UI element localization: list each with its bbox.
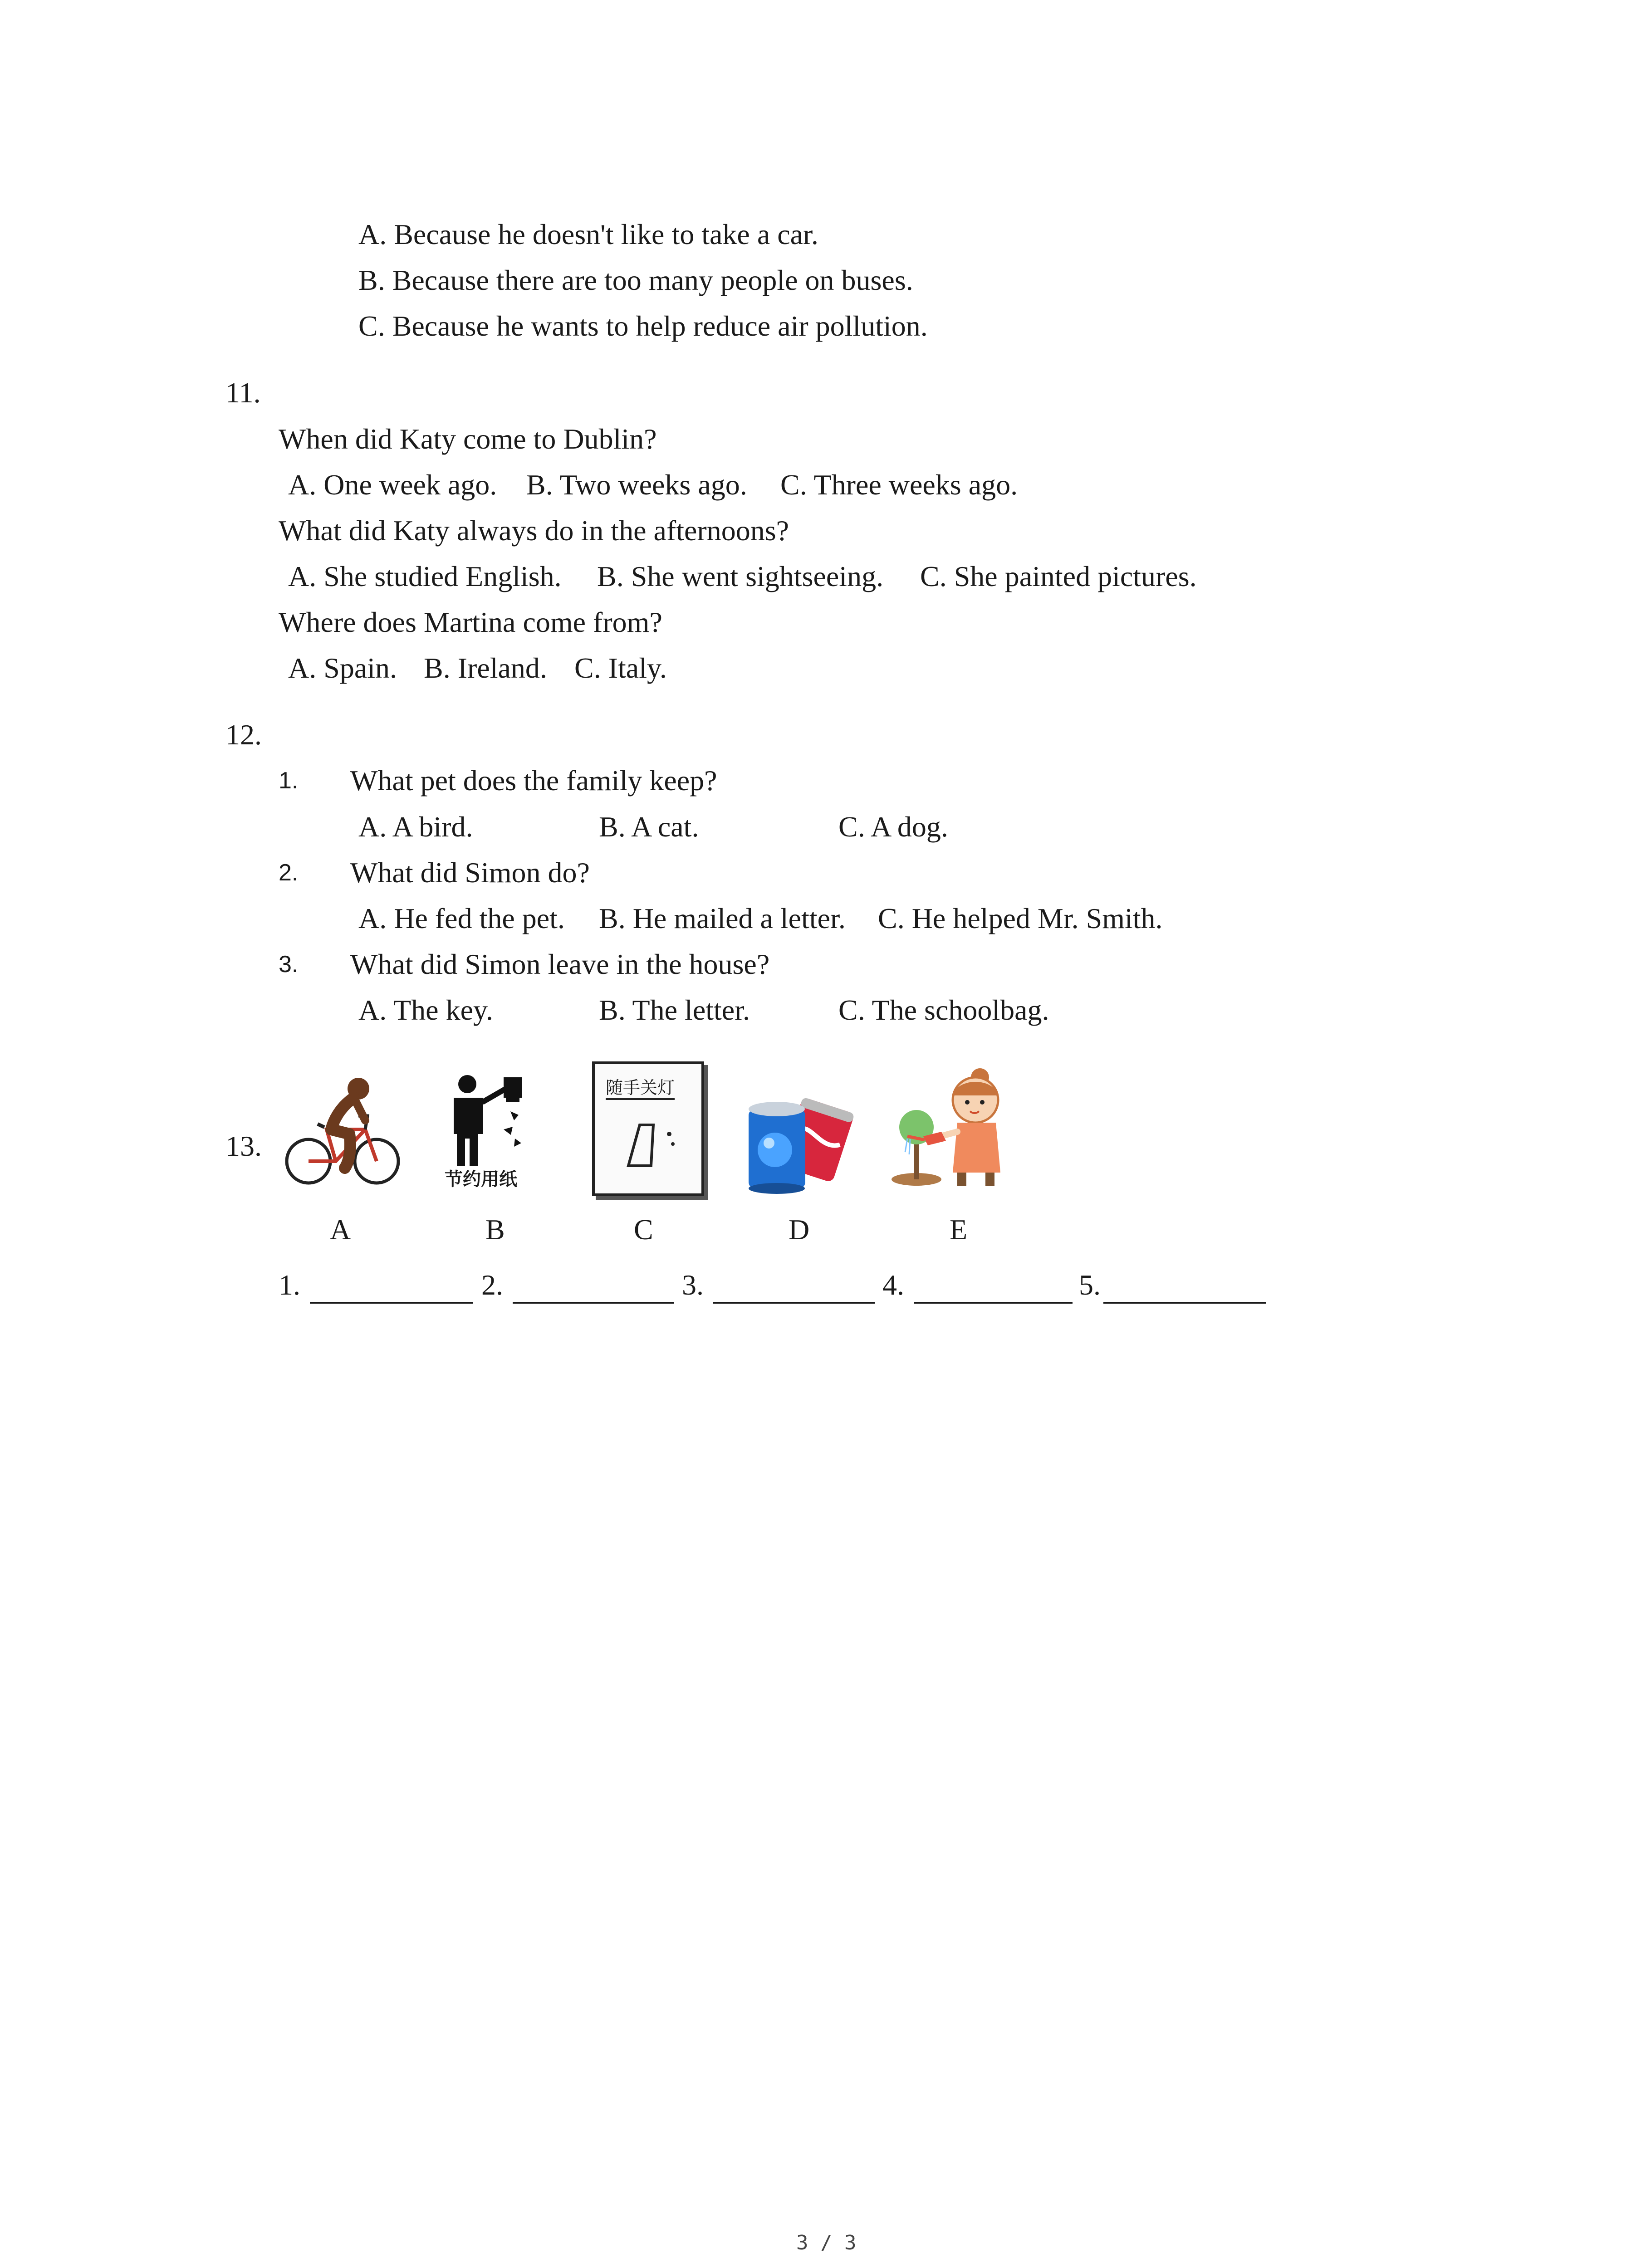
answer-blank-3[interactable] xyxy=(713,1270,875,1304)
answer-number-4: 4. xyxy=(882,1269,904,1301)
page-number: 3 / 3 xyxy=(796,2231,857,2254)
q12-q3-option-b: B. The letter. xyxy=(599,994,750,1026)
drink-cans-icon xyxy=(740,1086,857,1195)
q11-q1-option-b: B. Two weeks ago. xyxy=(526,469,747,501)
q11-question-1: When did Katy come to Dublin? xyxy=(279,423,657,455)
answer-blank-4[interactable] xyxy=(914,1270,1073,1304)
q12-sub-number-2: 2. xyxy=(279,860,299,886)
q11-q3-option-a: A. Spain. xyxy=(288,652,397,684)
q11-q1-option-c: C. Three weeks ago. xyxy=(780,469,1018,501)
light-switch-caption: 随手关灯 xyxy=(606,1077,675,1100)
q12-sub-number-3: 3. xyxy=(279,951,299,978)
answer-number-1: 1. xyxy=(279,1269,300,1301)
answer-blank-1[interactable] xyxy=(310,1270,473,1304)
q11-q3-option-b: B. Ireland. xyxy=(424,652,547,684)
q12-question-3: What did Simon leave in the house? xyxy=(350,948,770,980)
picture-label-a: A xyxy=(330,1213,351,1246)
answer-number-3: 3. xyxy=(682,1269,704,1301)
q12-sub-number-1: 1. xyxy=(279,767,299,794)
q12-q2-option-b: B. He mailed a letter. xyxy=(599,902,846,934)
picture-label-b: B xyxy=(485,1213,505,1246)
q12-q1-option-b: B. A cat. xyxy=(599,811,699,843)
q12-q3-option-c: C. The schoolbag. xyxy=(838,994,1049,1026)
question-number-13: 13. xyxy=(225,1130,262,1162)
q12-q2-option-c: C. He helped Mr. Smith. xyxy=(878,902,1163,934)
girl-watering-tree-icon xyxy=(889,1059,1025,1191)
q12-question-2: What did Simon do? xyxy=(350,856,590,889)
save-paper-caption: 节约用纸 xyxy=(445,1169,517,1190)
q10-option-b: B. Because there are too many people on buses. xyxy=(358,264,913,296)
answer-number-2: 2. xyxy=(481,1269,503,1301)
q11-q2-option-b: B. She went sightseeing. xyxy=(597,560,884,592)
cyclist-icon xyxy=(281,1070,404,1193)
question-number-11: 11. xyxy=(225,376,261,409)
q11-q2-option-c: C. She painted pictures. xyxy=(920,560,1197,592)
picture-label-c: C xyxy=(634,1213,653,1246)
q12-q1-option-a: A. A bird. xyxy=(358,811,473,843)
picture-label-d: D xyxy=(789,1213,810,1246)
q12-q2-option-a: A. He fed the pet. xyxy=(358,902,565,934)
q11-question-2: What did Katy always do in the afternoons? xyxy=(279,514,789,547)
picture-label-e: E xyxy=(950,1213,968,1246)
answer-number-5: 5. xyxy=(1079,1269,1101,1301)
q12-q3-option-a: A. The key. xyxy=(358,994,493,1026)
q11-q2-option-a: A. She studied English. xyxy=(288,560,562,592)
answer-blank-5[interactable] xyxy=(1103,1270,1266,1304)
q10-option-c: C. Because he wants to help reduce air pollution. xyxy=(358,310,928,342)
light-switch-sign-icon xyxy=(588,1057,705,1198)
q12-q1-option-c: C. A dog. xyxy=(838,811,948,843)
q11-question-3: Where does Martina come from? xyxy=(279,606,662,638)
q11-q1-option-a: A. One week ago. xyxy=(288,469,497,501)
save-paper-icon xyxy=(442,1070,547,1193)
q12-question-1: What pet does the family keep? xyxy=(350,764,717,797)
question-number-12: 12. xyxy=(225,719,262,751)
q11-q3-option-c: C. Italy. xyxy=(574,652,667,684)
q10-option-a: A. Because he doesn't like to take a car. xyxy=(358,218,818,250)
answer-blank-2[interactable] xyxy=(513,1270,674,1304)
